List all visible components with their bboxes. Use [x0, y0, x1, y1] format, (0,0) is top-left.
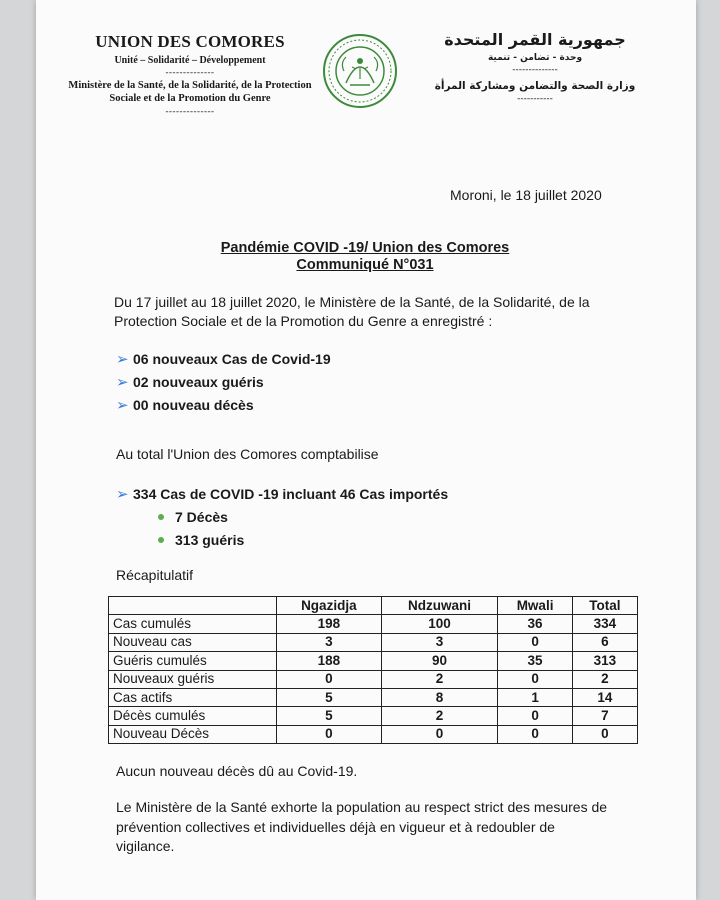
- table-cell: 2: [381, 707, 498, 725]
- row-label: Décès cumulés: [109, 707, 277, 725]
- table-cell: 198: [277, 615, 382, 633]
- arrow-icon: ➢: [116, 349, 129, 368]
- table-cell: 35: [498, 652, 572, 670]
- table-cell: 0: [381, 725, 498, 743]
- intro-paragraph: Du 17 juillet au 18 juillet 2020, le Ministère de la Santé, de la Solidarité, de la Protection Sociale et de la Promotion du Genre a enregistré :: [114, 294, 590, 329]
- list-item-label: 06 nouveaux Cas de Covid-19: [133, 350, 331, 367]
- table-cell: 90: [381, 652, 498, 670]
- total-cases-item: [116, 482, 448, 505]
- list-item-label: 313 guéris: [175, 531, 245, 548]
- table-cell: 334: [572, 615, 637, 633]
- list-item: [158, 528, 244, 551]
- total-cases-label: 334 Cas de COVID -19 incluant 46 Cas importés: [133, 485, 449, 502]
- country-name-ar: جمهورية القمر المتحدة: [444, 30, 626, 49]
- motto-fr: Unité – Solidarité – Développement: [114, 55, 266, 66]
- table-cell: 3: [277, 633, 382, 651]
- table-cell: 8: [381, 688, 498, 706]
- table-header-row: [109, 597, 638, 615]
- list-item-label: 02 nouveaux guéris: [133, 373, 264, 390]
- table-cell: 6: [572, 633, 637, 651]
- title-line-1: Pandémie COVID -19/ Union des Comores: [220, 240, 510, 256]
- table-cell: 5: [277, 707, 382, 725]
- ministry-name-ar: وزارة الصحة والتضامن ومشاركة المرأة: [434, 80, 636, 92]
- closing-paragraph: Le Ministère de la Santé exhorte la population au respect strict des mesures de prévention collectives et individuelles déjà en vigueur et à redoubler de vigilance.: [116, 799, 608, 854]
- row-label: Cas cumulés: [109, 615, 277, 633]
- table-cell: 0: [277, 670, 382, 688]
- government-seal-icon: [322, 33, 398, 109]
- table-row: [109, 652, 638, 670]
- table-row: [109, 725, 638, 743]
- communique-title: [130, 240, 600, 274]
- row-label: Cas actifs: [109, 688, 277, 706]
- table-cell: 7: [572, 707, 637, 725]
- table-cell: 5: [277, 688, 382, 706]
- list-item-label: 7 Décès: [175, 508, 228, 525]
- list-item: [116, 370, 331, 393]
- motto-ar: وحدة - تضامن - تنمية: [487, 53, 583, 63]
- document-date: Moroni, le 18 juillet 2020: [450, 187, 602, 203]
- arrow-icon: ➢: [116, 372, 129, 391]
- table-row: [109, 688, 638, 706]
- table-cell: 36: [498, 615, 572, 633]
- new-items-list: [116, 347, 331, 416]
- table-cell: 1: [498, 688, 572, 706]
- table-cell: 2: [572, 670, 637, 688]
- header-left: [60, 32, 320, 116]
- table-row: [109, 707, 638, 725]
- column-header: Mwali: [498, 597, 572, 615]
- table-row: [109, 633, 638, 651]
- title-line-2: Communiqué N°031: [296, 257, 434, 273]
- list-item: [116, 347, 331, 370]
- country-name-fr: UNION DES COMORES: [95, 32, 285, 51]
- row-label: Nouveau cas: [109, 633, 277, 651]
- table-cell: 14: [572, 688, 637, 706]
- column-header: Total: [572, 597, 637, 615]
- table-cell: 0: [572, 725, 637, 743]
- footnote: Aucun nouveau décès dû au Covid-19.: [116, 763, 358, 779]
- separator: --------------: [512, 65, 558, 75]
- table-cell: 0: [498, 633, 572, 651]
- recap-label: Récapitulatif: [116, 567, 194, 583]
- separator: --------------: [165, 106, 215, 116]
- column-header: Ndzuwani: [381, 597, 498, 615]
- header-right: [420, 30, 650, 104]
- arrow-icon: ➢: [116, 395, 129, 414]
- total-intro: Au total l'Union des Comores comptabilise: [116, 446, 379, 462]
- table-cell: 0: [277, 725, 382, 743]
- row-label: Nouveau Décès: [109, 725, 277, 743]
- column-header: Ngazidja: [277, 597, 382, 615]
- table-cell: 313: [572, 652, 637, 670]
- table-row: [109, 670, 638, 688]
- row-label: Guéris cumulés: [109, 652, 277, 670]
- separator: --------------: [165, 67, 215, 77]
- green-dot-icon: [158, 514, 164, 520]
- separator: -----------: [517, 94, 553, 104]
- table-cell: 100: [381, 615, 498, 633]
- table-cell: 2: [381, 670, 498, 688]
- table-cell: 0: [498, 670, 572, 688]
- green-dot-icon: [158, 537, 164, 543]
- list-item: [158, 505, 244, 528]
- table-cell: 0: [498, 725, 572, 743]
- table-row: [109, 615, 638, 633]
- stats-table: [108, 596, 638, 744]
- total-sub-list: [158, 505, 244, 551]
- row-label: Nouveaux guéris: [109, 670, 277, 688]
- arrow-icon: ➢: [116, 484, 129, 503]
- list-item: [116, 393, 331, 416]
- table-cell: 0: [498, 707, 572, 725]
- ministry-name-fr: Ministère de la Santé, de la Solidarité, de la Protection Sociale et de la Promotion du Genre: [68, 80, 312, 104]
- column-header: [109, 597, 277, 615]
- table-cell: 188: [277, 652, 382, 670]
- list-item-label: 00 nouveau décès: [133, 396, 254, 413]
- table-cell: 3: [381, 633, 498, 651]
